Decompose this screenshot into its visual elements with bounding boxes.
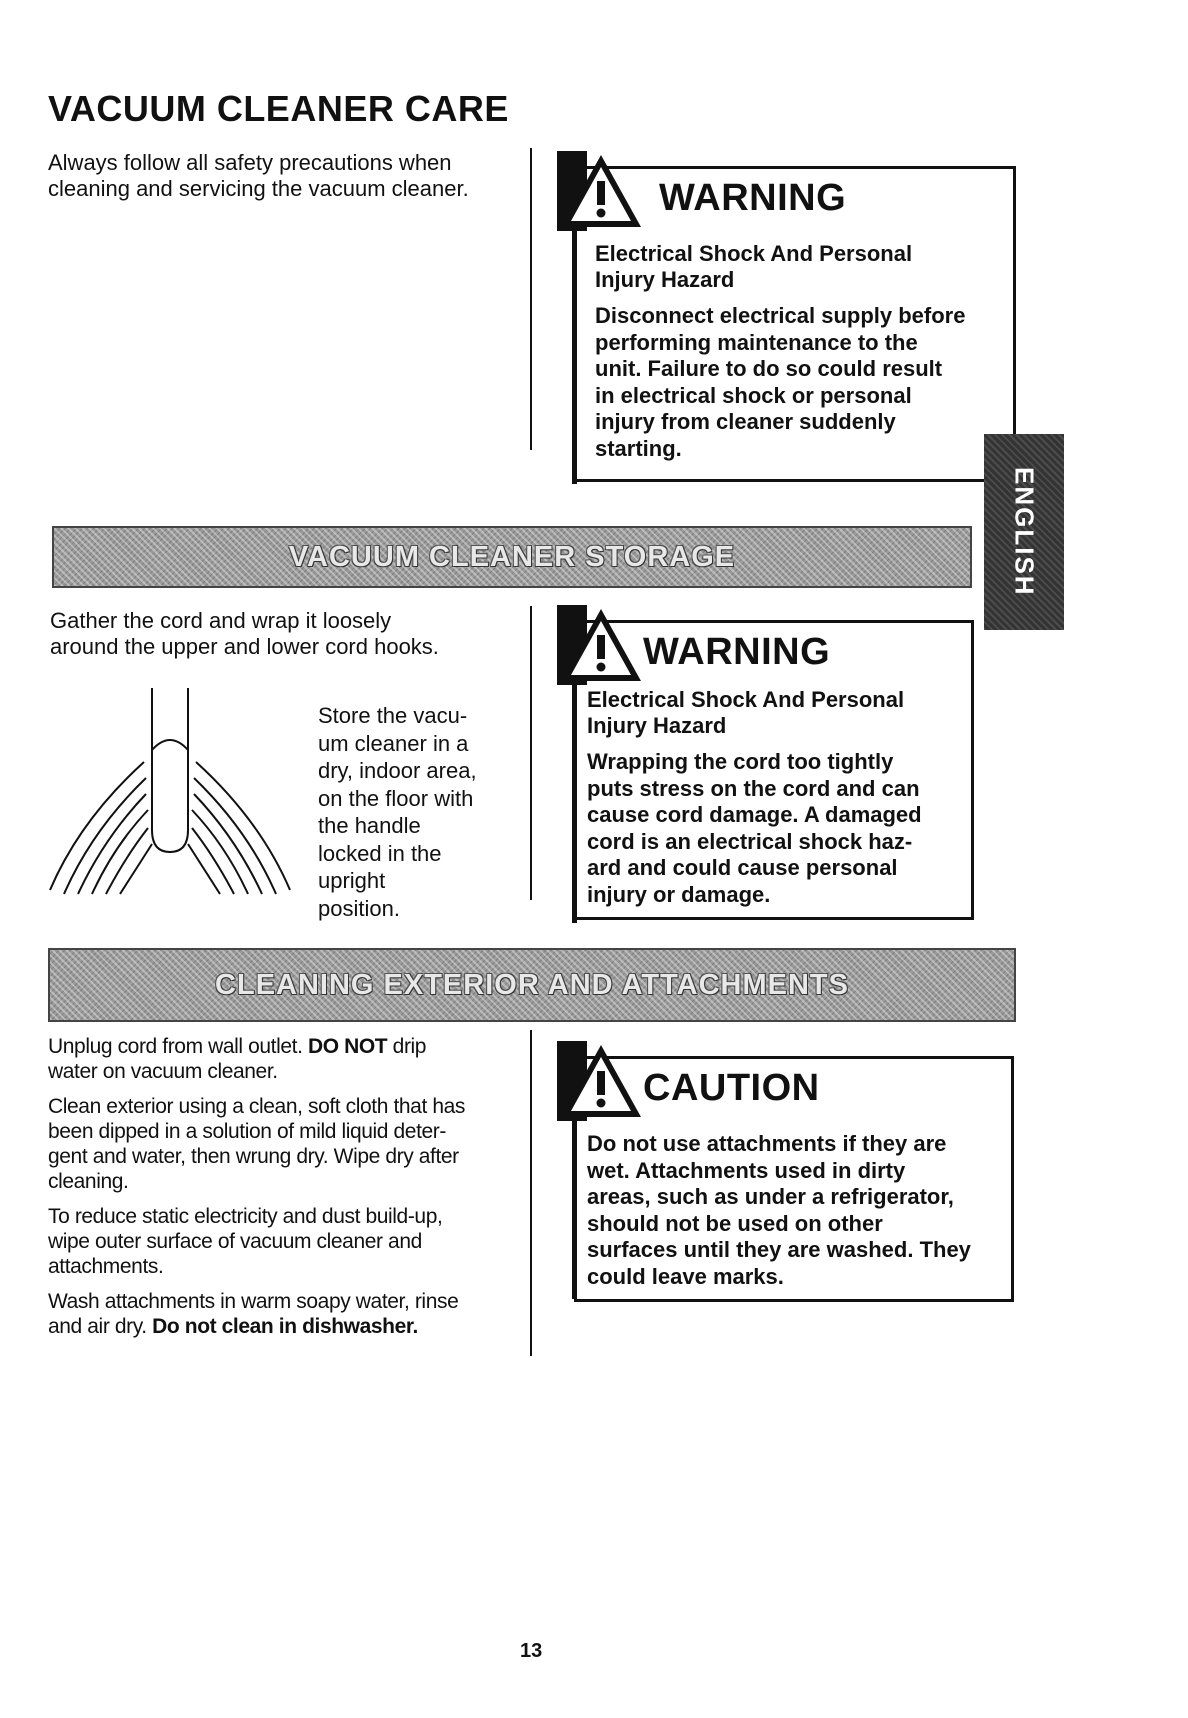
cleaning-text: water on vacuum cleaner.	[48, 1060, 278, 1083]
caution-message-line: should not be used on other	[587, 1210, 883, 1236]
caution-message	[587, 1131, 971, 1290]
cleaning-text: drip	[387, 1035, 427, 1058]
language-tab	[984, 434, 1064, 630]
warning-message-line: ard and could cause personal	[587, 855, 898, 880]
column-divider	[530, 1030, 532, 1356]
warning-hazard-line: Injury Hazard	[595, 267, 735, 292]
warning-triangle-icon	[557, 151, 645, 231]
warning-box-side-bar	[572, 673, 577, 923]
warning-hazard-line: Electrical Shock And Personal	[587, 687, 905, 712]
cleaning-paragraph	[48, 1094, 538, 1194]
language-tab-label: ENGLISH	[1009, 467, 1040, 597]
storage-line: position.	[318, 895, 400, 921]
cleaning-emphasis: Do not clean in dishwasher.	[152, 1315, 418, 1338]
warning-hazard-line: Electrical Shock And Personal	[595, 241, 913, 266]
section-heading: VACUUM CLEANER STORAGE	[288, 540, 736, 573]
warning-message	[595, 303, 965, 462]
storage-instructions	[318, 702, 518, 922]
page-title: VACUUM CLEANER CARE	[48, 88, 509, 129]
warning-box-cord	[574, 620, 974, 920]
cleaning-text: Wash attachments in warm soapy water, rinse	[48, 1290, 459, 1313]
caution-box	[574, 1056, 1014, 1302]
cleaning-text: cleaning.	[48, 1170, 129, 1193]
cleaning-emphasis: DO NOT	[307, 1035, 388, 1058]
cleaning-text: Clean exterior using a clean, soft cloth that has	[48, 1095, 465, 1118]
storage-line: um cleaner in a	[318, 730, 469, 756]
warning-message-line: puts stress on the cord and can	[587, 775, 920, 801]
caution-heading: CAUTION	[643, 1067, 820, 1109]
warning-triangle-icon	[557, 605, 645, 685]
cleaning-text: been dipped in a solution of mild liquid deter-	[48, 1120, 446, 1143]
section-banner-cleaning	[48, 948, 1016, 1022]
page-number: 13	[520, 1640, 543, 1662]
caution-box-side-bar	[572, 1109, 577, 1299]
warning-message-line: in electrical shock or personal	[595, 382, 912, 408]
column-divider	[530, 606, 532, 900]
caution-message-line: areas, such as under a refrigerator,	[587, 1184, 954, 1209]
caution-message-line: Do not use attachments if they are	[587, 1131, 947, 1156]
warning-message-line: injury from cleaner suddenly	[595, 409, 896, 434]
cleaning-text: gent and water, then wrung dry. Wipe dry after	[48, 1145, 459, 1168]
storage-intro-line: Gather the cord and wrap it loosely	[50, 608, 392, 633]
storage-line: upright	[318, 868, 386, 893]
storage-line: on the floor with	[318, 785, 474, 811]
caution-message-line: surfaces until they are washed. They	[587, 1237, 971, 1262]
caution-message-line: wet. Attachments used in dirty	[587, 1157, 906, 1183]
storage-line: locked in the	[318, 840, 442, 866]
warning-message-line: unit. Failure to do so could result	[595, 356, 943, 381]
cleaning-instructions	[48, 1034, 538, 1339]
caution-message-line: could leave marks.	[587, 1263, 784, 1289]
warning-message-line: cord is an electrical shock haz-	[587, 828, 913, 854]
cleaning-text: attachments.	[48, 1255, 164, 1278]
warning-heading: WARNING	[659, 177, 847, 219]
warning-message-line: Disconnect electrical supply before	[595, 303, 966, 328]
cleaning-paragraph	[48, 1204, 538, 1279]
warning-message-line: performing maintenance to the	[595, 329, 918, 355]
caution-triangle-icon	[557, 1041, 645, 1121]
warning-hazard-title	[595, 241, 912, 293]
cleaning-text: wipe outer surface of vacuum cleaner and	[48, 1230, 422, 1253]
warning-message-line: cause cord damage. A damaged	[587, 802, 922, 827]
cord-wrap-illustration	[40, 680, 300, 920]
cleaning-text: To reduce static electricity and dust build-up,	[48, 1205, 443, 1228]
storage-line: dry, indoor area,	[318, 758, 477, 783]
cleaning-text: and air dry.	[48, 1315, 153, 1338]
warning-box-disconnect	[574, 166, 1016, 482]
storage-line: Store the vacu-	[318, 703, 468, 728]
warning-heading: WARNING	[643, 631, 831, 673]
cleaning-paragraph	[48, 1289, 538, 1339]
storage-line: the handle	[318, 813, 421, 838]
section-heading: CLEANING EXTERIOR AND ATTACHMENTS	[215, 968, 849, 1001]
warning-box-side-bar	[572, 219, 577, 484]
cleaning-text: Unplug cord from wall outlet.	[48, 1035, 308, 1058]
column-divider	[530, 148, 532, 450]
storage-intro	[50, 608, 530, 660]
cleaning-paragraph	[48, 1034, 538, 1084]
warning-message-line: Wrapping the cord too tightly	[587, 749, 894, 774]
warning-message-line: injury or damage.	[587, 881, 771, 907]
warning-hazard-line: Injury Hazard	[587, 713, 727, 738]
warning-hazard-title	[587, 687, 904, 739]
warning-message	[587, 749, 922, 908]
intro-text: Always follow all safety precautions when cleaning and servicing the vacuum cleaner.	[48, 150, 469, 201]
storage-intro-line: around the upper and lower cord hooks.	[50, 634, 439, 659]
section-banner-storage	[52, 526, 972, 588]
warning-message-line: starting.	[595, 435, 682, 461]
